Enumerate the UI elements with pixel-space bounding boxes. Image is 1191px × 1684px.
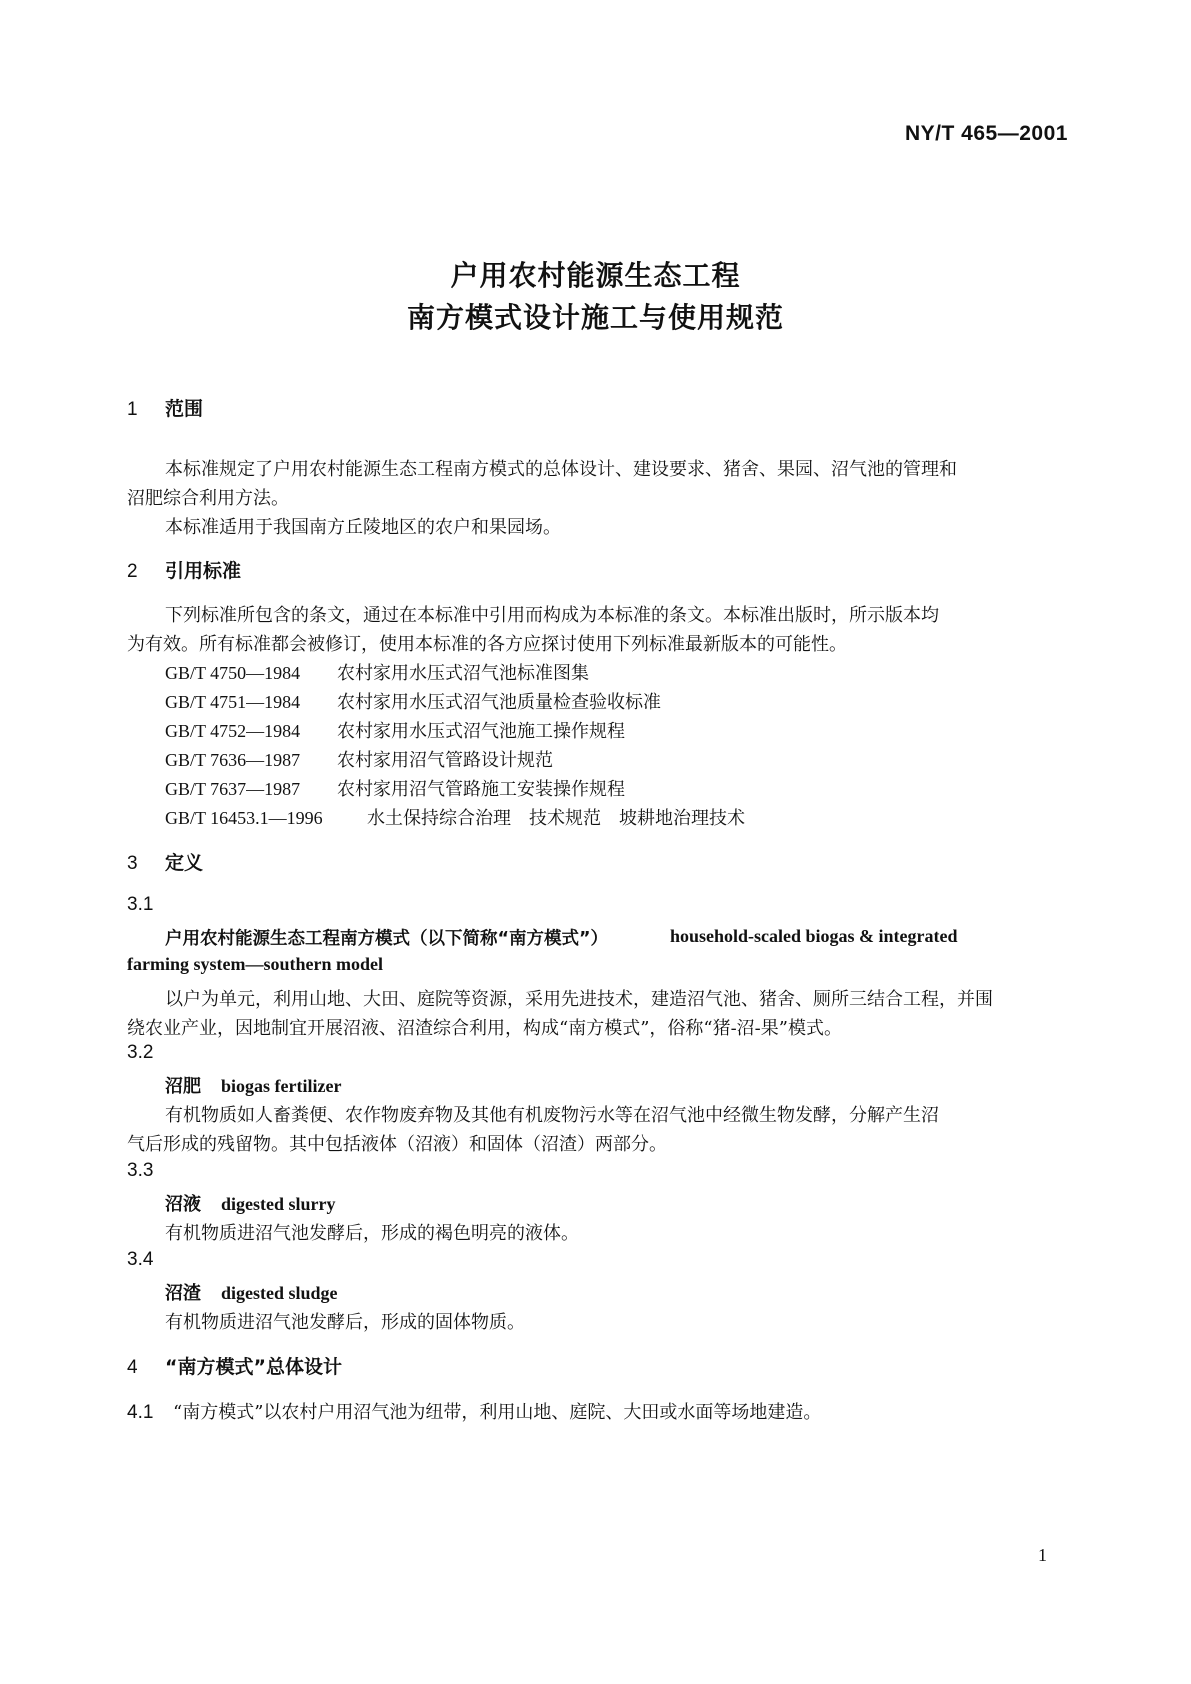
clause-text: “南方模式”以农村户用沼气池为纽带，利用山地、庭院、大田或水面等场地建造。 [173, 1402, 822, 1423]
paragraph-continuation: 为有效。所有标准都会被修订，使用本标准的各方应探讨使用下列标准最新版本的可能性。 [127, 634, 847, 655]
section-1-heading [127, 394, 203, 421]
reference-item [165, 775, 625, 801]
term-entry [165, 1190, 336, 1216]
paragraph: 本标准规定了户用农村能源生态工程南方模式的总体设计、建设要求、猪舍、果园、沼气池的管理和 [165, 459, 957, 480]
reference-title: 农村家用水压式沼气池施工操作规程 [337, 721, 625, 742]
reference-code: GB/T 16453.1—1996 [165, 808, 323, 828]
term-english-continuation: farming system—southern model [127, 954, 383, 974]
paragraph: 本标准适用于我国南方丘陵地区的农户和果园场。 [165, 517, 561, 538]
document-title-line-2: 南方模式设计施工与使用规范 [406, 301, 784, 334]
clause-entry [127, 1398, 821, 1424]
reference-item [165, 746, 553, 772]
definition-text-continuation: 气后形成的残留物。其中包括液体（沼液）和固体（沼渣）两部分。 [127, 1134, 667, 1155]
term-chinese: 户用农村能源生态工程南方模式（以下简称“南方模式”） [165, 929, 609, 949]
reference-code: GB/T 4752—1984 [165, 721, 301, 741]
section-4-heading [127, 1352, 342, 1379]
section-title: “南方模式”总体设计 [165, 1356, 342, 1378]
clause-number: 3.2 [127, 1042, 154, 1063]
clause-number: 3.3 [127, 1160, 154, 1181]
definition-text: 有机物质如人畜粪便、农作物废弃物及其他有机废物污水等在沼气池中经微生物发酵，分解产生沼 [165, 1105, 939, 1126]
page-number: 1 [1038, 1545, 1047, 1565]
section-3-heading [127, 848, 203, 875]
reference-title: 农村家用沼气管路设计规范 [337, 750, 553, 771]
reference-item [165, 659, 589, 685]
term-english: household-scaled biogas & integrated [670, 926, 958, 946]
term-entry [165, 1279, 338, 1305]
paragraph-continuation: 沼肥综合利用方法。 [127, 488, 289, 509]
reference-code: GB/T 7636—1987 [165, 750, 301, 770]
reference-title: 农村家用沼气管路施工安装操作规程 [337, 779, 625, 800]
term-chinese: 沼肥 [165, 1076, 201, 1097]
section-number: 1 [127, 399, 138, 420]
reference-item [165, 688, 661, 714]
section-number: 3 [127, 853, 138, 874]
reference-title: 农村家用水压式沼气池质量检查验收标准 [337, 692, 661, 713]
document-title-line-1: 户用农村能源生态工程 [450, 259, 741, 292]
term-entry [165, 1072, 341, 1098]
definition-text: 有机物质进沼气池发酵后，形成的褐色明亮的液体。 [165, 1223, 579, 1244]
section-number: 2 [127, 561, 138, 582]
paragraph: 下列标准所包含的条文，通过在本标准中引用而构成为本标准的条文。本标准出版时，所示版本均 [165, 605, 939, 626]
clause-number: 3.1 [127, 894, 154, 915]
section-2-heading [127, 556, 241, 583]
reference-title: 农村家用水压式沼气池标准图集 [337, 663, 589, 684]
section-title: 引用标准 [165, 560, 242, 582]
section-number: 4 [127, 1357, 138, 1378]
reference-code: GB/T 7637—1987 [165, 779, 301, 799]
reference-title: 水土保持综合治理 技术规范 坡耕地治理技术 [367, 808, 745, 829]
definition-text: 有机物质进沼气池发酵后，形成的固体物质。 [165, 1312, 525, 1333]
term-english: digested slurry [221, 1194, 336, 1214]
term-chinese: 沼渣 [165, 1283, 201, 1304]
clause-number: 3.4 [127, 1249, 154, 1270]
term-english: digested sludge [221, 1283, 338, 1303]
reference-code: GB/T 4751—1984 [165, 692, 301, 712]
clause-number: 4.1 [127, 1402, 154, 1423]
section-title: 定义 [165, 852, 204, 874]
definition-text-continuation: 绕农业产业，因地制宜开展沼液、沼渣综合利用，构成“南方模式”，俗称“猪-沼-果”模式。 [127, 1018, 842, 1039]
standard-number: NY/T 465—2001 [905, 122, 1068, 145]
reference-code: GB/T 4750—1984 [165, 663, 301, 683]
reference-item [165, 804, 745, 830]
definition-text: 以户为单元，利用山地、大田、庭院等资源，采用先进技术，建造沼气池、猪舍、厕所三结合工程，并围 [165, 989, 993, 1010]
section-title: 范围 [165, 398, 204, 420]
reference-item [165, 717, 625, 743]
term-english: biogas fertilizer [221, 1076, 342, 1096]
term-chinese: 沼液 [165, 1194, 201, 1215]
